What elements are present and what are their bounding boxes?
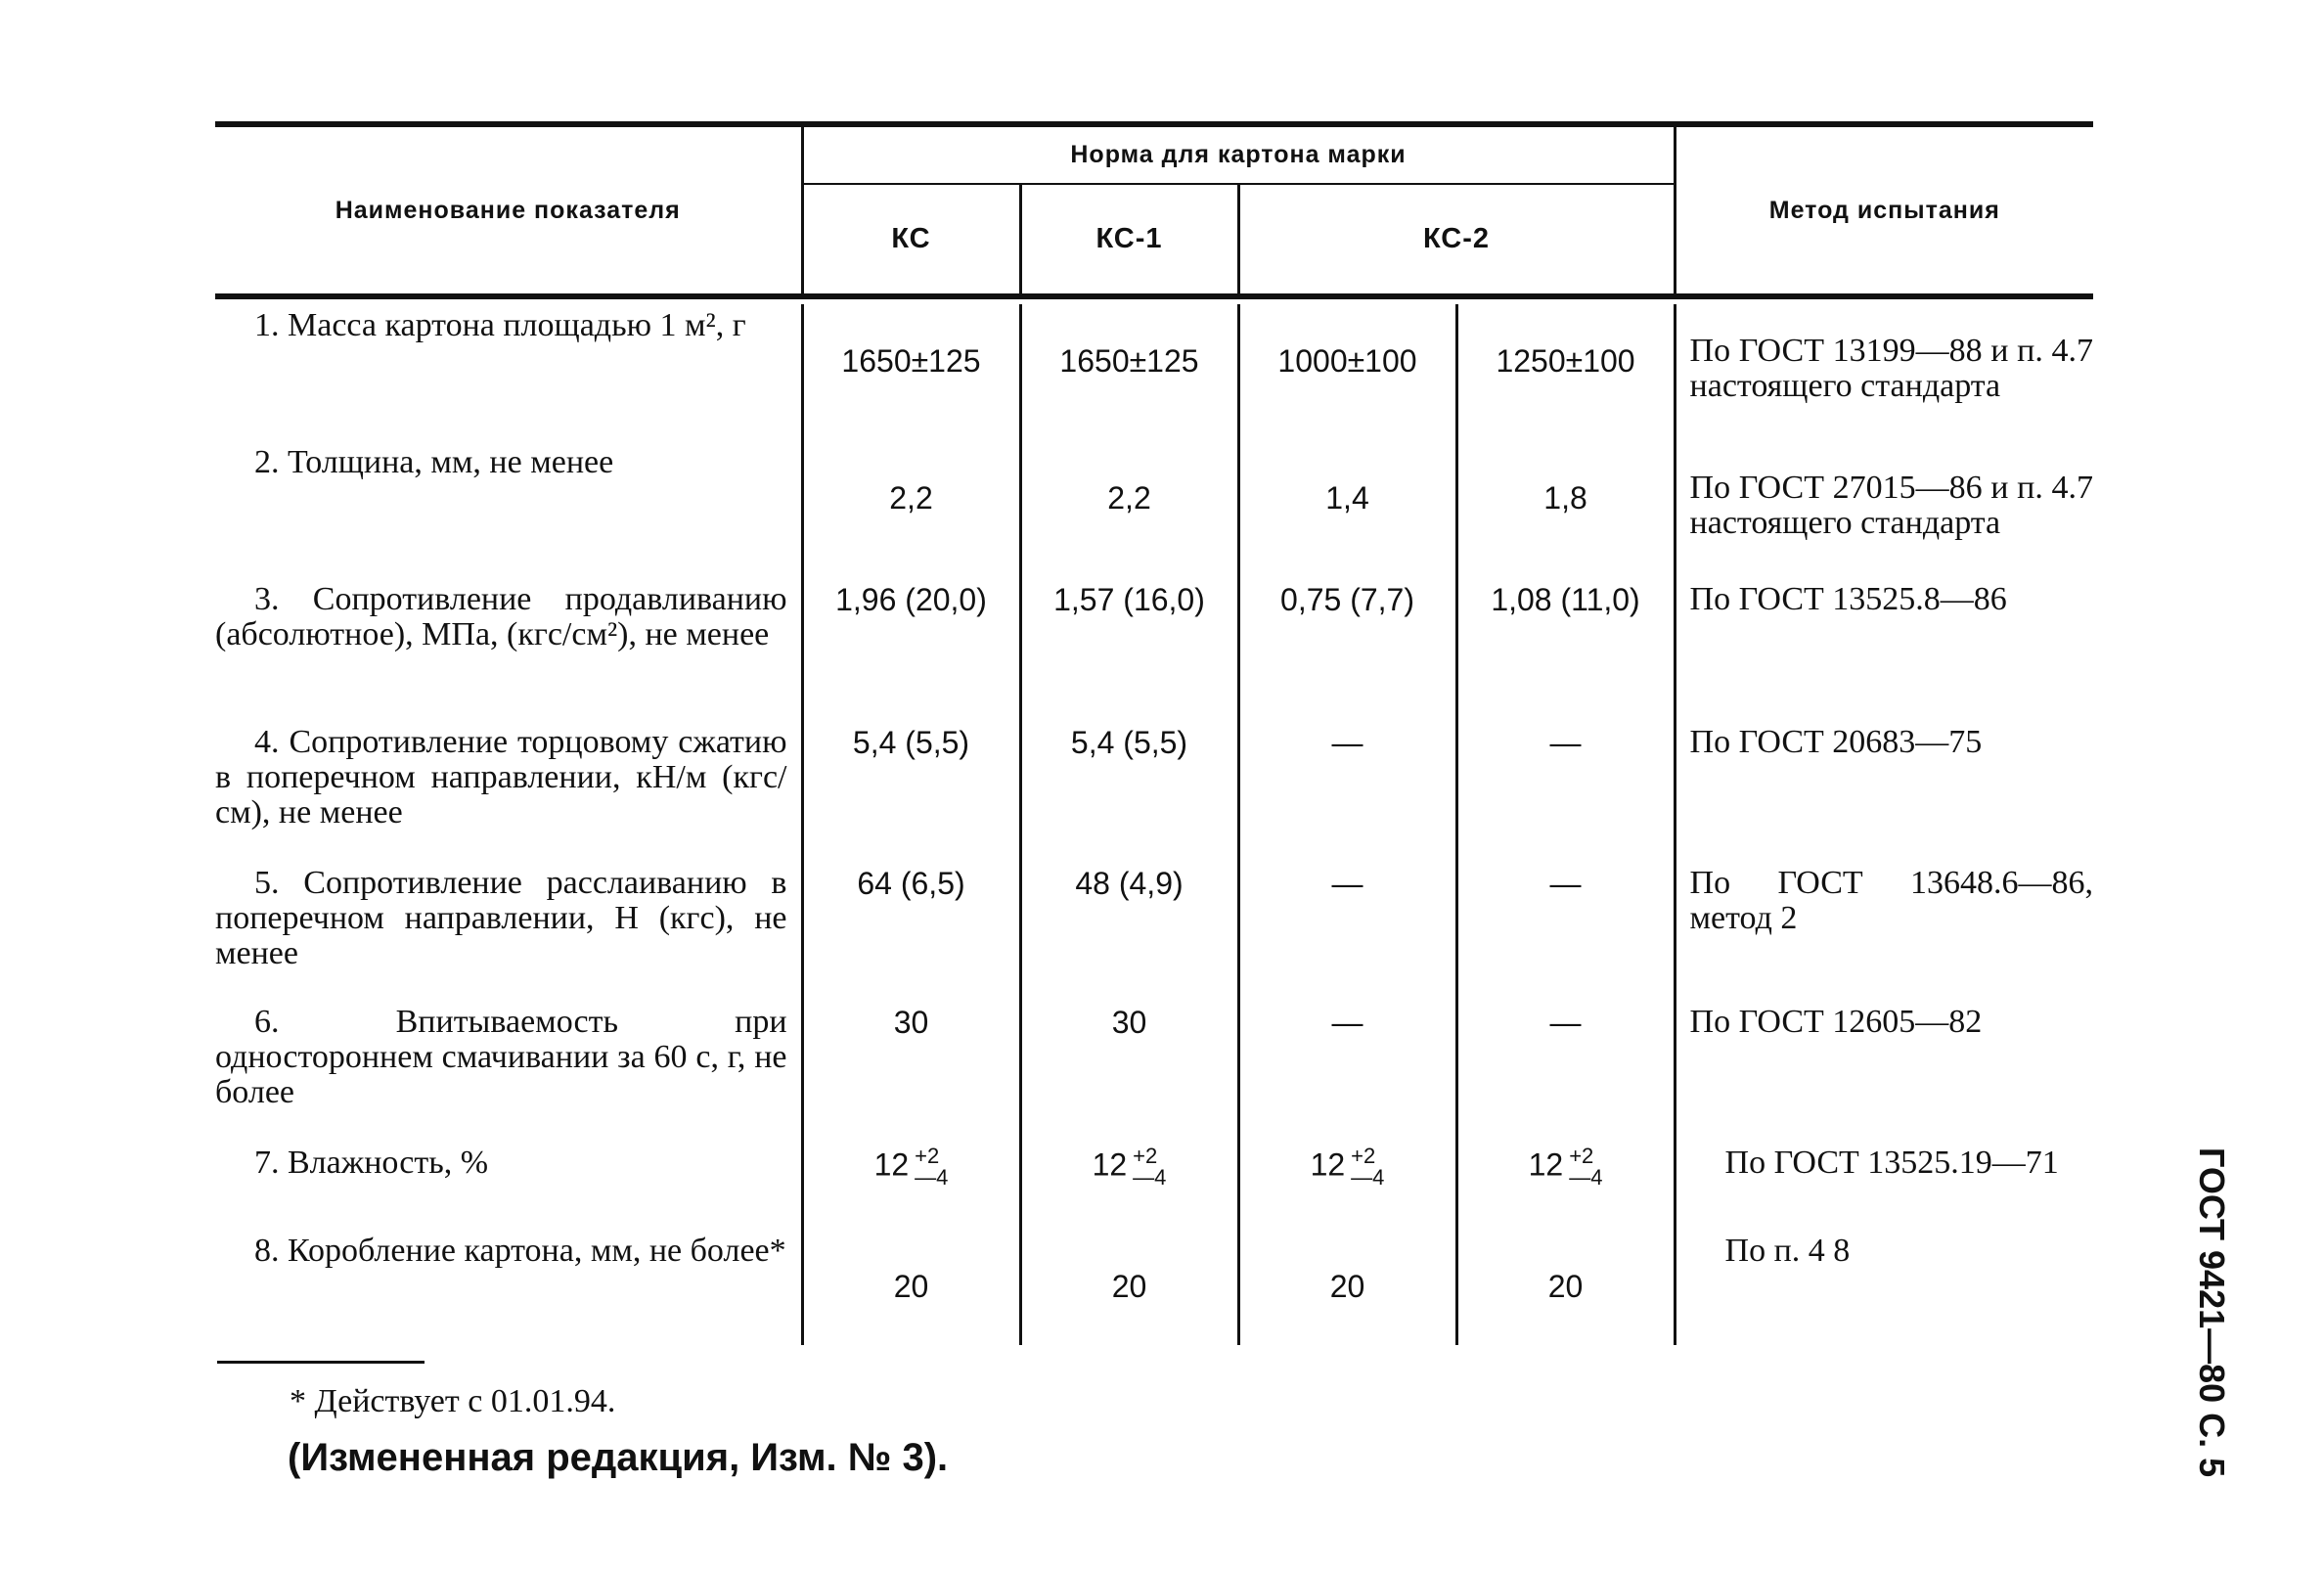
test-method: По ГОСТ 13525.19—71 — [1675, 1142, 2093, 1230]
value-ks2-a: — — [1238, 862, 1456, 1001]
table-row — [215, 441, 2093, 578]
value-ks2-b: 12 +2 —4 — [1456, 1142, 1675, 1230]
table-row — [215, 1142, 2093, 1230]
header-indicator-name: Наименование показателя — [215, 124, 802, 295]
indicator-name: 7. Влажность, % — [254, 1145, 489, 1181]
value-ks2-b: 1250±100 — [1456, 304, 1675, 441]
value-ks2-b: 20 — [1456, 1230, 1675, 1345]
value-ks: 1650±125 — [802, 304, 1020, 441]
table-row — [215, 578, 2093, 721]
indicator-name: 1. Масса картона площадью 1 м², г — [254, 307, 746, 343]
indicator-name: 2. Толщина, мм, не менее — [254, 444, 614, 480]
test-method: По ГОСТ 27015—86 и п. 4.7 настоящего стандарта — [1675, 441, 2093, 578]
test-method: По ГОСТ 13648.6—86, метод 2 — [1675, 862, 2093, 1001]
footnote: * Действует с 01.01.94. — [290, 1383, 616, 1419]
value-ks: 5,4 (5,5) — [802, 721, 1020, 862]
value-ks2-a: 12 +2 —4 — [1238, 1142, 1456, 1230]
value-ks2-a: — — [1238, 721, 1456, 862]
value-ks2-b: — — [1456, 1001, 1675, 1142]
value-ks: 30 — [802, 1001, 1020, 1142]
value-ks: 2,2 — [802, 441, 1020, 578]
indicator-name: 4. Сопротивление торцовому сжатию в поперечном направлении, кН/м (кгс/см), не менее — [215, 724, 787, 831]
running-header: ГОСТ 9421—80 С. 5 — [2192, 1147, 2232, 1478]
footnote-divider — [217, 1361, 425, 1364]
table-row — [215, 721, 2093, 862]
value-ks2-b: — — [1456, 721, 1675, 862]
table-row — [215, 1230, 2093, 1345]
table-row — [215, 304, 2093, 441]
test-method: По п. 4 8 — [1675, 1230, 2093, 1345]
test-method: По ГОСТ 13525.8—86 — [1675, 578, 2093, 721]
value-ks1: 30 — [1020, 1001, 1238, 1142]
indicators-table — [215, 121, 2093, 1345]
header-test-method: Метод испытания — [1675, 124, 2093, 295]
header-grade-ks2: КС-2 — [1238, 184, 1675, 294]
value-ks: 12 +2 —4 — [802, 1142, 1020, 1230]
value-ks2-a: 20 — [1238, 1230, 1456, 1345]
header-norm-group: Норма для картона марки — [802, 124, 1675, 184]
value-ks2-a: 0,75 (7,7) — [1238, 578, 1456, 721]
value-ks1: 20 — [1020, 1230, 1238, 1345]
value-ks2-b: — — [1456, 862, 1675, 1001]
value-ks2-b: 1,8 — [1456, 441, 1675, 578]
value-ks1: 2,2 — [1020, 441, 1238, 578]
indicator-name: 6. Впитываемость при одностороннем смачивании за 60 с, г, не более — [215, 1004, 787, 1110]
table-row — [215, 862, 2093, 1001]
header-grade-ks1: КС-1 — [1020, 184, 1238, 294]
indicator-name: 3. Сопротивление продавливанию (абсолютное), МПа, (кгс/см²), не менее — [215, 581, 787, 652]
value-ks1: 12 +2 —4 — [1020, 1142, 1238, 1230]
value-ks: 1,96 (20,0) — [802, 578, 1020, 721]
header-grade-ks: КС — [802, 184, 1020, 294]
value-ks1: 5,4 (5,5) — [1020, 721, 1238, 862]
value-ks2-a: 1000±100 — [1238, 304, 1456, 441]
value-ks: 64 (6,5) — [802, 862, 1020, 1001]
value-ks1: 1650±125 — [1020, 304, 1238, 441]
value-ks2-a: — — [1238, 1001, 1456, 1142]
value-ks1: 48 (4,9) — [1020, 862, 1238, 1001]
value-ks2-a: 1,4 — [1238, 441, 1456, 578]
test-method: По ГОСТ 12605—82 — [1675, 1001, 2093, 1142]
value-ks: 20 — [802, 1230, 1020, 1345]
indicator-name: 8. Коробление картона, мм, не более* — [254, 1233, 786, 1269]
table-row — [215, 1001, 2093, 1142]
amendment-note: (Измененная редакция, Изм. № 3). — [288, 1436, 949, 1479]
test-method: По ГОСТ 13199—88 и п. 4.7 настоящего стандарта — [1675, 304, 2093, 441]
value-ks2-b: 1,08 (11,0) — [1456, 578, 1675, 721]
value-ks1: 1,57 (16,0) — [1020, 578, 1238, 721]
test-method: По ГОСТ 20683—75 — [1675, 721, 2093, 862]
indicator-name: 5. Сопротивление расслаиванию в поперечном направлении, Н (кгс), не менее — [215, 865, 787, 971]
